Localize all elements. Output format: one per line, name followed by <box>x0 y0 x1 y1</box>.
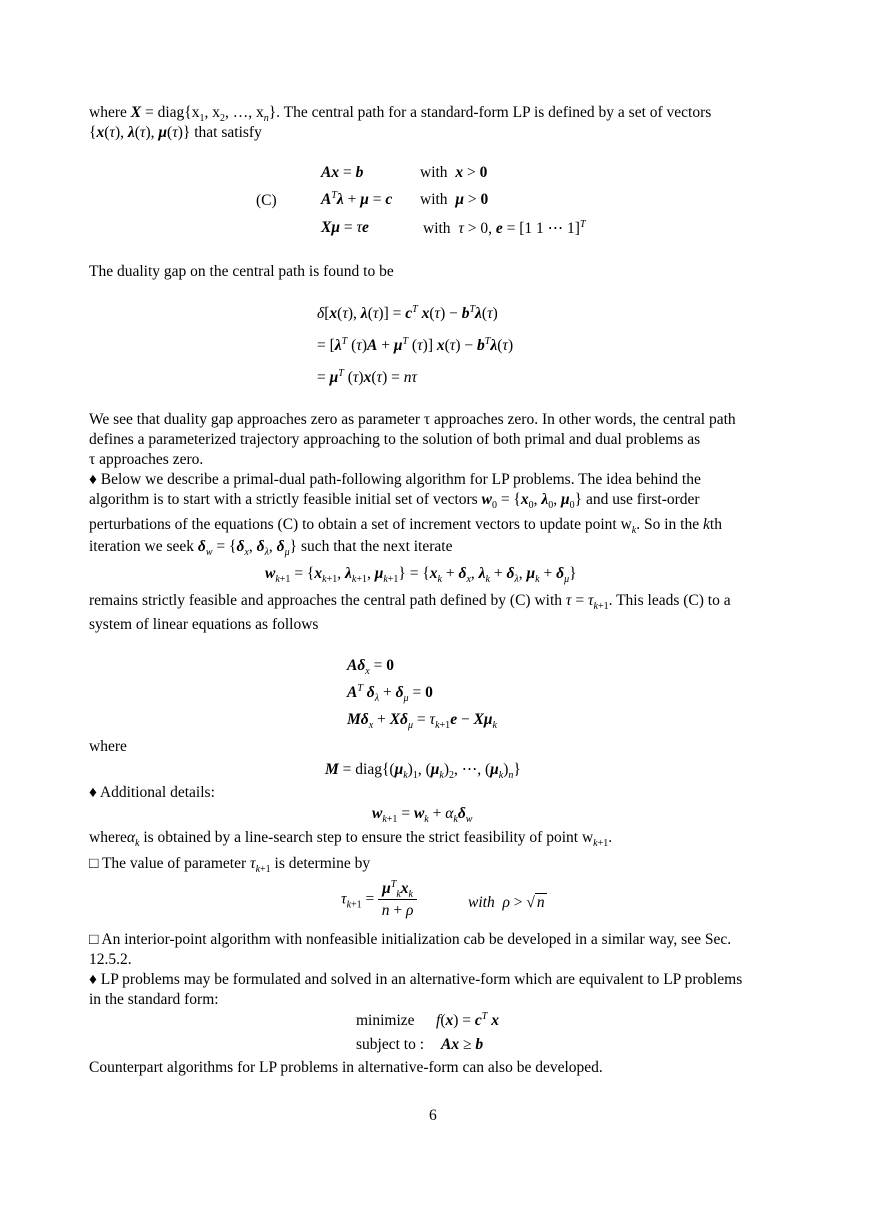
text-span: is determine by <box>270 855 371 872</box>
tau-line: □ The value of parameter $\tau_{k+1}$ is determine by <box>89 855 371 876</box>
page-number-text: 6 <box>429 1107 437 1124</box>
para3-line-1 <box>89 592 731 611</box>
linear-eq-1: $A\delta_x = 0$ <box>347 657 394 678</box>
additional-details <box>89 784 215 803</box>
para2-line-2 <box>89 491 700 510</box>
para2-line-4 <box>89 538 452 557</box>
system-row-1-rhs: with x > 0 <box>420 164 488 181</box>
system-label <box>256 192 277 210</box>
M-diag-equation: $M = diag\{(\mu_k)_1$, $(\mu_k)_2$, ⋯, $(\mu_k)_n$} <box>325 761 521 782</box>
vector-set-formula: {x(τ), λ(τ), μ(τ)} <box>89 124 191 141</box>
para3-line-2 <box>89 616 318 635</box>
text-span: minimize <box>356 1012 415 1029</box>
w0-formula: $w_0 = \{x_0$, $\lambda_0$, $\mu_0$} <box>481 491 583 512</box>
system-row-2-lhs: $A^T\lambda + \mu = c$ <box>321 189 393 208</box>
text-span: where <box>89 104 131 121</box>
matrix-X: X <box>130 104 142 121</box>
text-span: We see that duality gap approaches zero as parameter τ approaches zero. In other words, the central path <box>89 411 736 428</box>
text-span: , x <box>204 104 220 121</box>
where-label <box>89 738 127 757</box>
text-span: Counterpart algorithms for LP problems in alternative-form can also be developed. <box>89 1059 603 1076</box>
text-span: and use first-order <box>582 491 700 508</box>
text-span: ♦ Below we describe a primal-dual path-following algorithm for LP problems. The idea behind the <box>89 471 701 488</box>
gap-equation-1: δ[x(τ), $\lambda(\tau)] = c^T$ $x(\tau) - b^T\lambda(\tau)$ <box>317 303 498 322</box>
text-span: algorithm is to start with a strictly feasible initial set of vectors <box>89 491 482 508</box>
counterpart-line <box>89 1059 603 1078</box>
tau-k1-formula: $\tau = \tau_{k+1}$ <box>565 592 609 613</box>
text-span: The duality gap on the central path is found to be <box>89 263 394 280</box>
text-span: defines a parameterized trajectory approaching to the solution of both primal and dual problems as <box>89 431 701 448</box>
para1-line-2 <box>89 431 700 450</box>
text-span: k <box>703 516 710 533</box>
linear-eq-2: $A^T$ $\delta_\lambda + \delta_\mu = 0$ <box>347 682 433 705</box>
page-number <box>429 1107 437 1125</box>
update-equation: $w_{k+1} = w_k + \alpha_k\delta_w$ <box>372 805 473 826</box>
text-span: □ An interior-point algorithm with nonfeasible initialization cab be developed in a similar way, see Sec. <box>89 931 732 948</box>
with-rho-condition: with ρ > √ n <box>468 894 545 911</box>
subject-to-label <box>356 1036 424 1054</box>
text-span: = diag{x <box>141 104 200 121</box>
altform-line-2 <box>89 991 219 1010</box>
para1-line-1 <box>89 411 736 430</box>
system-row-3-lhs: Xμ = τe <box>321 219 369 236</box>
text-span: τ approaches zero. <box>89 451 204 468</box>
text-span: subject to : <box>356 1036 425 1053</box>
text-span: is obtained by a line-search step to ensure the strict feasibility of point w <box>139 829 594 846</box>
text-span: that satisfy <box>190 124 262 141</box>
text-span: }. The central path for a standard-form LP is defined by a set of vectors <box>268 104 712 121</box>
alpha-line: whereα$_k$ is obtained by a line-search step to ensure the strict feasibility of point $w_{k+1}$. <box>89 829 613 850</box>
text-span: . <box>608 829 613 846</box>
minimize-label <box>356 1012 415 1030</box>
nonfeasible-line-1 <box>89 931 731 950</box>
objective-formula: $f(x) = c^T$ x <box>436 1010 499 1029</box>
delta-w-formula: $\delta_w = \{\delta_x$, $\delta_\lambda$, $\delta_\mu$} <box>197 538 298 559</box>
text-span: where <box>89 738 127 755</box>
text-span: such that the next iterate <box>297 538 453 555</box>
intro-line-1: where $X = diag\{x_1$, $x_2$, …, $x_n$}. The central path for a standard-form LP is defined by a set of vectors <box>89 104 712 125</box>
para2-line-1 <box>89 471 701 490</box>
text-span: with <box>468 894 495 911</box>
gap-equation-2: = [$\lambda^T$ $(\tau)A + \mu^T$ (τ)] $x(\tau) - b^T\lambda(\tau)$ <box>317 335 514 354</box>
nonfeasible-line-2 <box>89 951 132 970</box>
text-span: th <box>709 516 722 533</box>
intro-line-2 <box>89 124 262 143</box>
para1-line-3 <box>89 451 203 470</box>
text-span: , …, x <box>224 104 264 121</box>
text-span: . This leads (C) to a <box>608 592 731 609</box>
system-label-text: (C) <box>256 192 277 209</box>
text-span: in the standard form: <box>89 991 219 1008</box>
linear-eq-3: $M\delta_x + X\delta_\mu = \tau_{k+1}e - X\mu_k$ <box>347 711 497 732</box>
text-span: ♦ Additional details: <box>89 784 215 801</box>
gap-intro <box>89 263 394 282</box>
system-row-2-rhs: with μ > 0 <box>420 191 489 208</box>
text-span: 12.5.2. <box>89 951 132 968</box>
text-span: ♦ LP problems may be formulated and solved in an alternative-form which are equivalent to LP problems <box>89 971 743 988</box>
text-span: . So in the <box>636 516 703 533</box>
text-span: perturbations of the equations (C) to obtain a set of increment vectors to update point w <box>89 516 632 533</box>
system-row-3-rhs: with τ > 0, e = [1 1 ⋯ 1]$^T$ <box>423 218 586 237</box>
gap-equation-3: = $\mu^T$ (τ)x(τ) = nτ <box>317 367 418 386</box>
text-span: iteration we seek <box>89 538 198 555</box>
system-row-1-lhs: Ax = b <box>321 164 364 181</box>
text-span: remains strictly feasible and approaches the central path defined by (C) with <box>89 592 566 609</box>
constraint-formula: Ax ≥ b <box>441 1036 484 1053</box>
tau-fraction-equation: $\tau_{k+1}$ = $\frac{\mu^T_kx_k}{n + \rho}$ <box>341 880 417 920</box>
text-span: system of linear equations as follows <box>89 616 319 633</box>
next-iterate-equation: $w_{k+1} = \{x_{k+1}$, $\lambda_{k+1}$, $\mu_{k+1}\} = \{x_k + \delta_x$, $\lambda_k + \delta_\lambda$, $\mu_k + \delta_\mu$} <box>265 565 577 586</box>
text-span: where <box>89 829 127 846</box>
para2-line-3: perturbations of the equations (C) to obtain a set of increment vectors to update point $w_k$. So in the kth <box>89 516 722 537</box>
altform-line-1 <box>89 971 742 990</box>
text-span: □ The value of parameter <box>89 855 250 872</box>
